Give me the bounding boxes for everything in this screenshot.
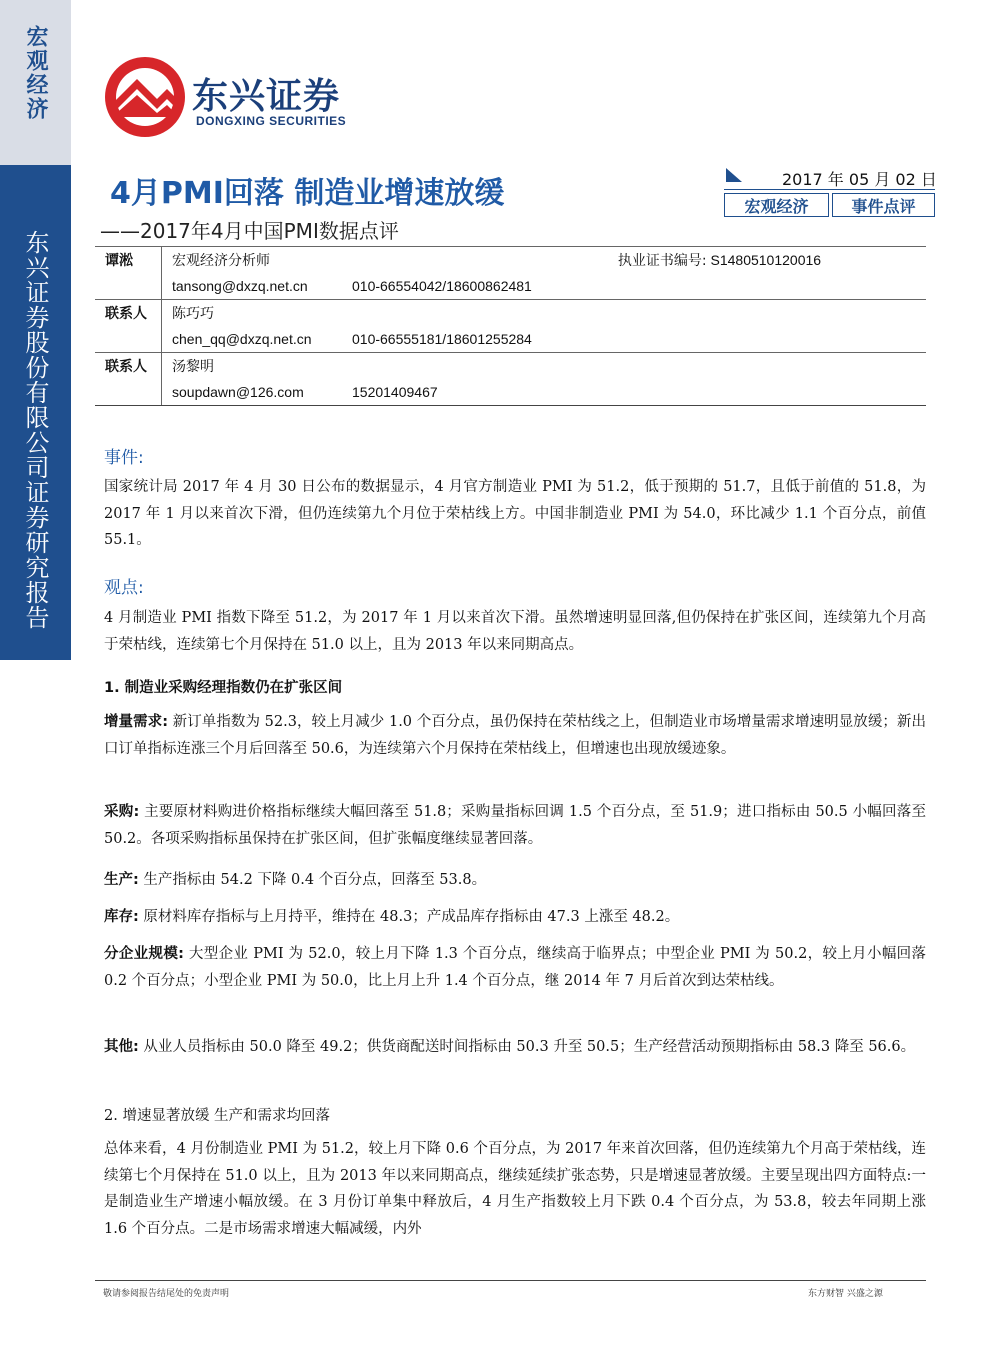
cert-number: S1480510120016 [710, 252, 822, 268]
cert-label: 执业证书编号: [617, 253, 707, 269]
item-text: 新订单指数为 52.3，较上月减少 1.0 个百分点，虽仍保持在荣枯线之上，但制造业市场增量需求增速明显放缓；新出口订单指标连涨三个月后回落至 50.6，为连续第六个月保持在荣枯线上，但增速也出现放缓迹象。 [104, 714, 926, 757]
section-2-paragraph: 总体来看，4 月份制造业 PMI 为 51.2，较上月下降 0.6 个百分点，为 2017 年来首次回落，但仍连续第九个月高于荣枯线，连续第七个月保持在 51.0 以上，且为 2013 年以来同期高点，继续延续扩张态势，只是增速显著放缓。主要呈现出四方面特点:一是制造业生产增速小幅放缓。在 3 月份订单集中释放后，4 月生产指数较上月下跌 0.4 个百分点，为 53.8，较去年同期上涨 1.6 个百分点。二是市场需求增速大幅减缓，内外 [104, 1141, 926, 1237]
item-lead: 库存: [104, 909, 139, 925]
footer-divider [95, 1280, 926, 1281]
item-text: 原材料库存指标与上月持平，维持在 48.3；产成品库存指标由 47.3 上涨至 48.2。 [138, 909, 680, 925]
contact-role [95, 379, 162, 406]
contact-name: 陈巧巧 [162, 300, 343, 327]
author-title: 宏观经济分析师 [162, 247, 343, 274]
item-text: 大型企业 PMI 为 52.0，较上月下降 1.3 个百分点，继续高于临界点；中型企业 PMI 为 50.2，较上月小幅回落 0.2 个百分点；小型企业 PMI 为 50.0，比上月上升 1.4 个百分点，继 2014 年 7 月后首次到达荣枯线。 [104, 946, 926, 989]
table-row [95, 247, 926, 274]
sidebar-company-label: 东兴证券股份有限公司证券研究报告 [21, 230, 49, 630]
author-email[interactable]: tansong@dxzq.net.cn [172, 278, 308, 294]
author-role: 谭淞 [95, 247, 162, 274]
item-lead: 分企业规模: [104, 946, 184, 962]
contact-email[interactable]: chen_qq@dxzq.net.cn [172, 331, 312, 347]
list-item [104, 904, 926, 931]
item-lead: 生产: [104, 872, 139, 888]
list-item [104, 709, 926, 762]
report-subtitle: ——2017年4月中国PMI数据点评 [100, 219, 399, 243]
authors-table [95, 246, 926, 406]
report-title: 4月PMI回落 制造业增速放缓 [110, 176, 505, 211]
author-phone: 010-66554042/18600862481 [352, 278, 532, 294]
table-row [95, 300, 926, 327]
list-item [104, 867, 926, 894]
table-row [95, 273, 926, 300]
contact-extra [342, 300, 926, 327]
section-2-heading: 2. 增速显著放缓 生产和需求均回落 [104, 1108, 331, 1124]
table-row [95, 353, 926, 380]
item-text: 生产指标由 54.2 下降 0.4 个百分点，回落至 53.8。 [138, 872, 487, 888]
author-role [95, 273, 162, 300]
footer-slogan: 东方财智 兴盛之源 [808, 1289, 883, 1299]
event-heading: 事件: [104, 448, 144, 468]
date-triangle-icon [726, 168, 742, 182]
table-row [95, 379, 926, 406]
list-item [104, 799, 926, 852]
item-text: 从业人员指标由 50.0 降至 49.2；供货商配送时间指标由 50.3 升至 50.5；生产经营活动预期指标由 58.3 降至 56.6。 [138, 1039, 916, 1055]
item-text: 主要原材料购进价格指标继续大幅回落至 51.8；采购量指标回调 1.5 个百分点，至 51.9；进口指标由 50.5 小幅回落至 50.2。各项采购指标虽保持在扩张区间，但扩张幅度继续显著回落。 [104, 804, 926, 847]
item-lead: 增量需求: [104, 714, 169, 730]
sidebar-category-label: 宏观经济 [23, 25, 48, 121]
item-lead: 其他: [104, 1039, 139, 1055]
logo-chinese-name: 东兴证券 [192, 76, 341, 117]
section-1-heading: 1. 制造业采购经理指数仍在扩张区间 [104, 680, 343, 696]
tag-event-review: 事件点评 [832, 193, 935, 217]
contact-phone: 15201409467 [342, 379, 926, 406]
logo-english-name: DONGXING SECURITIES [196, 114, 347, 128]
contact-phone: 010-66555181/18601255284 [352, 331, 532, 347]
report-date: 2017 年 05 月 02 日 [782, 170, 937, 189]
footer-disclaimer: 敬请参阅报告结尾处的免责声明 [103, 1289, 230, 1299]
view-heading: 观点: [104, 578, 144, 598]
item-lead: 采购: [104, 804, 140, 820]
contact-extra [342, 353, 926, 380]
table-row [95, 326, 926, 353]
contact-role: 联系人 [95, 353, 162, 380]
contact-name: 汤黎明 [162, 353, 343, 380]
dongxing-logo-icon [103, 55, 187, 139]
tag-macro: 宏观经济 [724, 193, 829, 217]
contact-email[interactable]: soupdawn@126.com [162, 379, 343, 406]
list-item [104, 1034, 926, 1061]
contact-role: 联系人 [95, 300, 162, 327]
author-contact [342, 247, 926, 274]
event-paragraph: 国家统计局 2017 年 4 月 30 日公布的数据显示，4 月官方制造业 PMI 为 51.2，低于预期的 51.7，且低于前值的 51.8，为 2017 年 1 月以来首次下滑，但仍连续第九个月位于荣枯线上方。中国非制造业 PMI 为 54.0，环比减少 1.1 个百分点，前值 55.1。 [104, 479, 926, 548]
view-paragraph: 4 月制造业 PMI 指数下降至 51.2，为 2017 年 1 月以来首次下滑。虽然增速明显回落,但仍保持在扩张区间，连续第九个月高于荣枯线，连续第七个月保持在 51.0 以上，且为 2013 年以来同期高点。 [104, 610, 926, 653]
list-item [104, 941, 926, 994]
contact-role [95, 326, 162, 353]
